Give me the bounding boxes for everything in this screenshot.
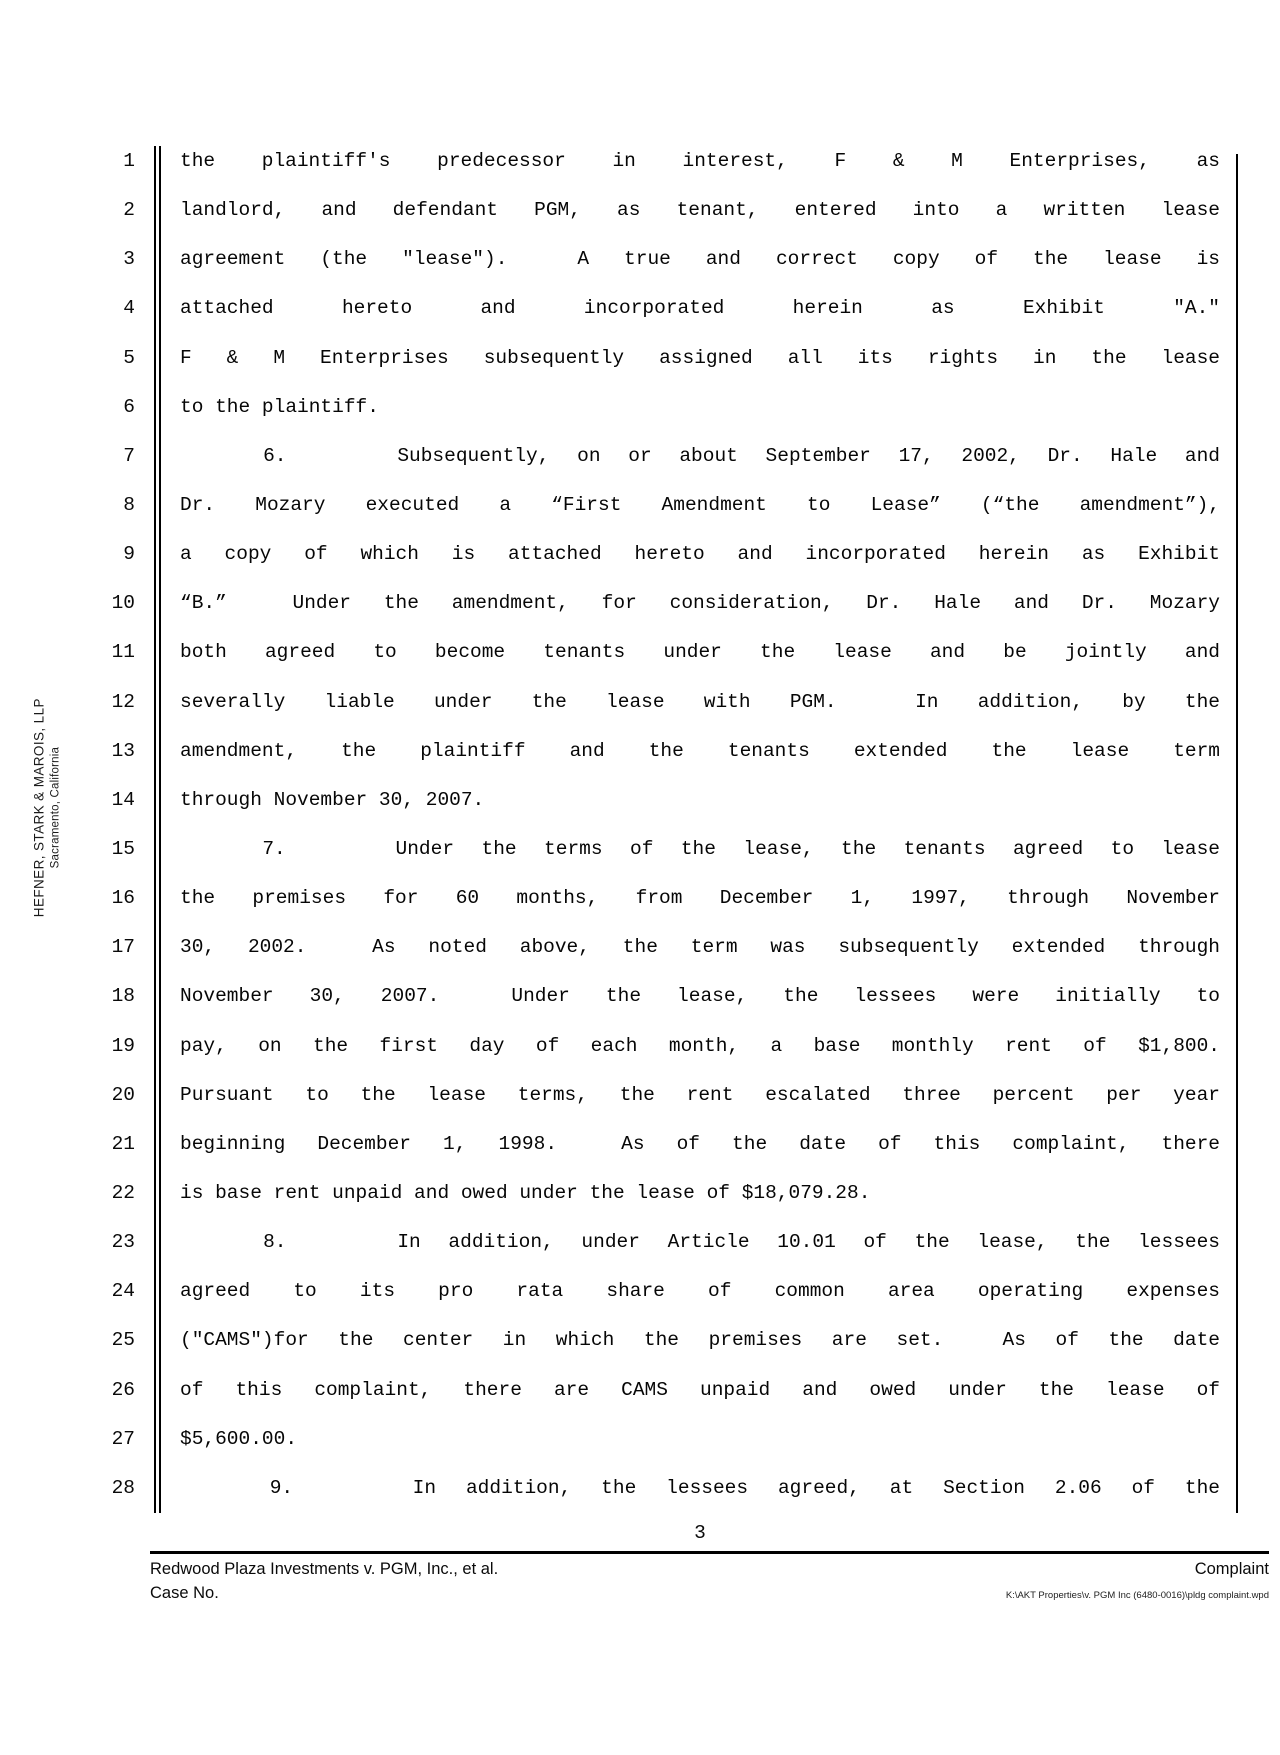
body-line: the premises for 60 months, from December 1, 1997, through November (180, 887, 1220, 910)
line-number: 3 (123, 248, 135, 271)
right-margin-rule (1236, 154, 1238, 1513)
footer-case-number-label: Case No. (150, 1583, 219, 1602)
body-line: Pursuant to the lease terms, the rent escalated three percent per year (180, 1083, 1220, 1106)
line-number: 24 (111, 1280, 135, 1303)
body-line: F & M Enterprises subsequently assigned all its rights in the lease (180, 346, 1220, 369)
line-number: 11 (111, 641, 135, 664)
line-number: 27 (111, 1427, 135, 1450)
law-firm-sidebar (31, 618, 62, 998)
line-number-column (85, 137, 135, 1513)
line-number: 20 (111, 1083, 135, 1106)
body-line: a copy of which is attached hereto and incorporated herein as Exhibit (180, 543, 1220, 566)
body-line: 30, 2002. As noted above, the term was subsequently extended through (180, 936, 1220, 959)
line-number: 9 (123, 543, 135, 566)
body-line: severally liable under the lease with PGM. In addition, by the (180, 690, 1220, 713)
body-line: 6. Subsequently, on or about September 17, 2002, Dr. Hale and (180, 444, 1221, 467)
line-number: 2 (123, 199, 135, 222)
line-number: 28 (111, 1476, 135, 1499)
line-number: 22 (111, 1181, 135, 1204)
line-number: 10 (111, 592, 135, 615)
line-number: 16 (111, 887, 135, 910)
body-line: landlord, and defendant PGM, as tenant, entered into a written lease (180, 199, 1220, 222)
body-line: beginning December 1, 1998. As of the date of this complaint, there (180, 1132, 1220, 1155)
footer-divider-rule (150, 1551, 1269, 1554)
line-number: 13 (111, 739, 135, 762)
line-number: 7 (123, 444, 135, 467)
line-number: 17 (111, 936, 135, 959)
body-line: of this complaint, there are CAMS unpaid and owed under the lease of (180, 1378, 1220, 1401)
line-number: 26 (111, 1378, 135, 1401)
body-line: $5,600.00. (180, 1427, 298, 1450)
line-number: 21 (111, 1132, 135, 1155)
left-margin-double-rule (154, 146, 161, 1513)
body-line: 9. In addition, the lessees agreed, at Section 2.06 of the (180, 1476, 1220, 1499)
line-number: 1 (123, 150, 135, 172)
line-number: 25 (111, 1329, 135, 1352)
line-number: 5 (123, 346, 135, 369)
body-line: agreement (the "lease"). A true and correct copy of the lease is (180, 248, 1220, 271)
page-number: 3 (694, 1522, 706, 1544)
line-number: 14 (111, 788, 135, 811)
body-line: to the plaintiff. (180, 395, 379, 418)
body-line: 7. Under the terms of the lease, the tenants agreed to lease (180, 837, 1220, 860)
body-line: both agreed to become tenants under the lease and be jointly and (180, 641, 1220, 664)
body-line: November 30, 2007. Under the lease, the lessees were initially to (180, 985, 1220, 1008)
body-line: pay, on the first day of each month, a base monthly rent of $1,800. (180, 1034, 1220, 1057)
line-number: 19 (111, 1034, 135, 1057)
body-line: “B.” Under the amendment, for consideration, Dr. Hale and Dr. Mozary (180, 592, 1220, 615)
footer (150, 1558, 1269, 1606)
line-number: 23 (111, 1231, 135, 1254)
line-number: 4 (123, 297, 135, 320)
body-line: ("CAMS")for the center in which the premises are set. As of the date (180, 1329, 1220, 1352)
law-firm-name: HEFNER, STARK & MAROIS, LLP (31, 698, 47, 918)
footer-file-path: K:\AKT Properties\v. PGM Inc (6480-0016)\pldg complaint.wpd (1005, 1589, 1269, 1601)
line-number: 8 (123, 493, 135, 516)
body-line: is base rent unpaid and owed under the lease of $18,079.28. (180, 1181, 871, 1204)
line-number: 6 (123, 395, 135, 418)
body-line: 8. In addition, under Article 10.01 of the lease, the lessees (180, 1231, 1221, 1254)
body-line: amendment, the plaintiff and the tenants extended the lease term (180, 739, 1220, 762)
line-number: 15 (111, 837, 135, 860)
footer-document-type: Complaint (1194, 1560, 1269, 1578)
body-line: agreed to its pro rata share of common area operating expenses (180, 1280, 1220, 1303)
line-number: 18 (111, 985, 135, 1008)
line-number: 12 (111, 690, 135, 713)
footer-row-1 (150, 1558, 1269, 1582)
law-firm-location: Sacramento, California (49, 746, 62, 869)
body-text-column (180, 137, 1220, 1513)
body-line: attached hereto and incorporated herein as Exhibit "A." (180, 297, 1220, 320)
body-line: Dr. Mozary executed a “First Amendment to Lease” (“the amendment”), (180, 493, 1220, 516)
footer-row-2 (150, 1582, 1269, 1606)
footer-case-title: Redwood Plaza Investments v. PGM, Inc., et al. (150, 1560, 499, 1578)
body-line: the plaintiff's predecessor in interest, F & M Enterprises, as (180, 150, 1220, 172)
body-line: through November 30, 2007. (180, 788, 485, 811)
